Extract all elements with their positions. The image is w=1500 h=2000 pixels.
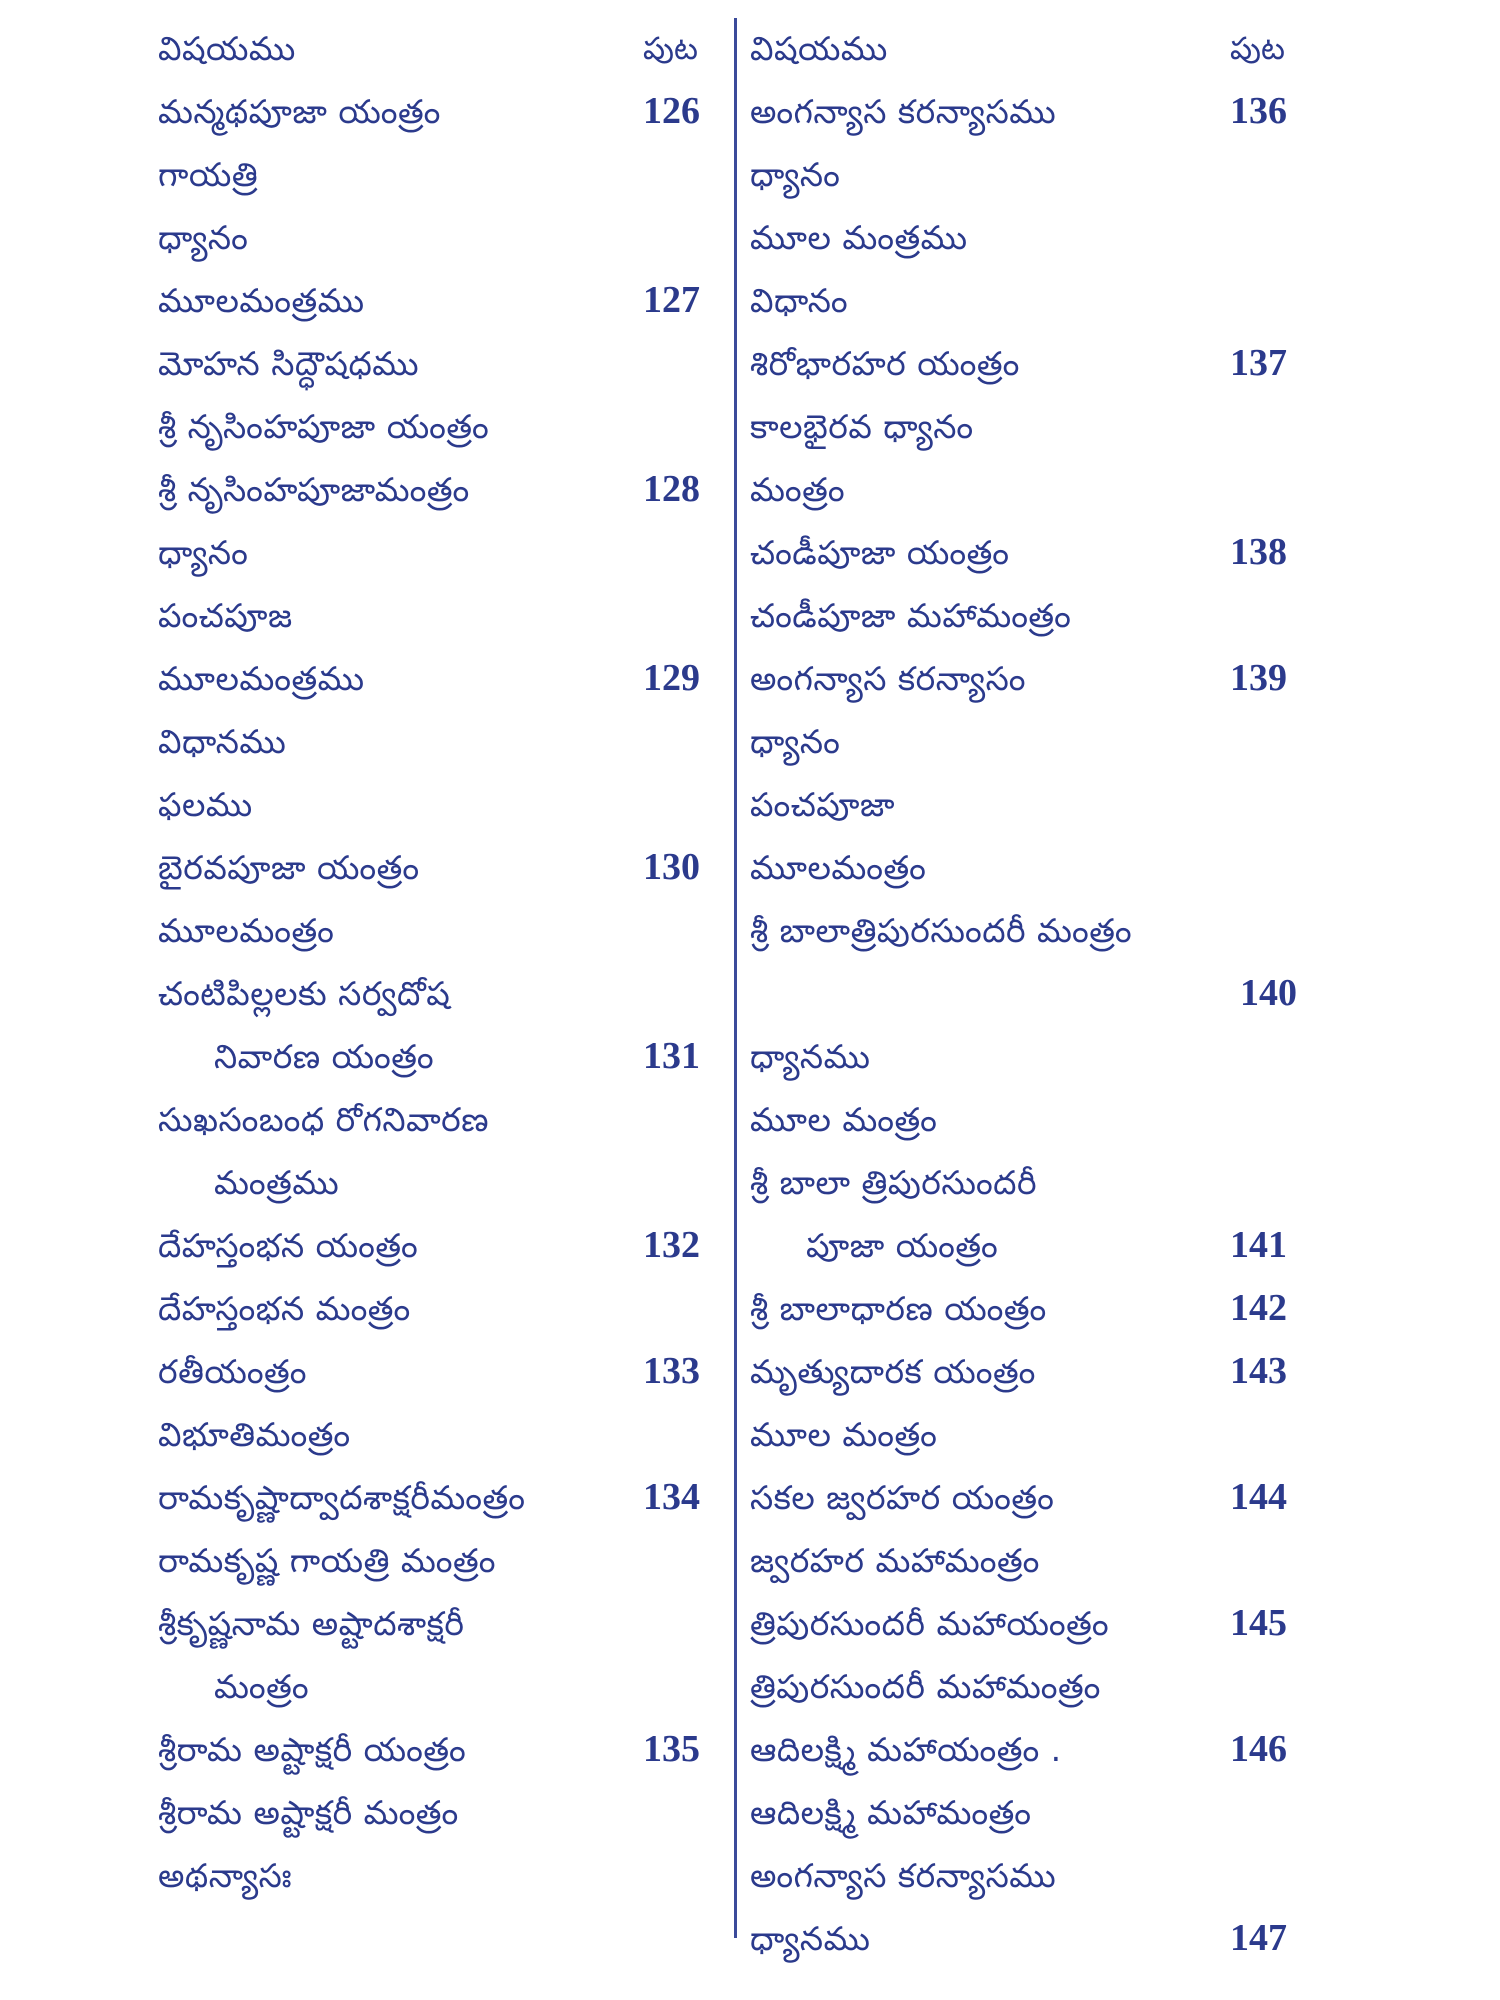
index-entry [750, 773, 1310, 836]
entry-title: అథన్యాసః [158, 1856, 293, 1895]
index-entry [158, 1781, 718, 1844]
entry-title: మూలమంత్రం [158, 911, 335, 950]
index-entry [158, 1151, 718, 1214]
index-entry [750, 584, 1310, 647]
entry-title: మృత్యుదారక యంత్రం [750, 1352, 1036, 1391]
entry-title: బైరవపూజా యంత్రం [158, 848, 420, 887]
index-entry [158, 899, 718, 962]
index-entry [158, 1214, 718, 1277]
entry-title: శ్రీరామ అష్టాక్షరీ మంత్రం [158, 1793, 459, 1832]
entry-title: శ్రీ బాలా త్రిపురసుందరీ [750, 1163, 1038, 1202]
entry-title: విధానం [750, 281, 849, 320]
index-entry [750, 1088, 1310, 1151]
index-entry [750, 206, 1310, 269]
index-entry [158, 521, 718, 584]
index-entry [158, 1718, 718, 1781]
entry-title: సుఖసంబంధ రోగనివారణ [158, 1100, 489, 1139]
entry-page-number: 132 [643, 1224, 700, 1266]
index-entry [750, 1403, 1310, 1466]
entry-page-number: 127 [643, 279, 700, 321]
index-entry [750, 647, 1310, 710]
index-entry [158, 1592, 718, 1655]
entry-title: మూలమంత్రం [750, 848, 927, 887]
index-entry [750, 521, 1310, 584]
entry-page-number: 129 [643, 657, 700, 699]
index-entry [750, 1214, 1310, 1277]
entry-title: ధ్యానం [750, 155, 841, 194]
index-entry [158, 1277, 718, 1340]
index-entry [158, 1844, 718, 1907]
entry-title: పంచపూజ [158, 596, 293, 635]
entry-page-number: 131 [643, 1035, 700, 1077]
index-entry [750, 269, 1310, 332]
entry-title: పూజా యంత్రం [806, 1226, 999, 1265]
entry-title: రామకృష్ణ గాయత్రి మంత్రం [158, 1541, 496, 1580]
entry-title: చండీపూజా యంత్రం [750, 533, 1010, 572]
entry-title: అంగన్యాస కరన్యాసం [750, 659, 1027, 698]
column-divider [734, 18, 737, 1938]
entry-title: పంచపూజా [750, 785, 895, 824]
index-entry [750, 143, 1310, 206]
index-entry [158, 80, 718, 143]
index-entry [750, 1718, 1310, 1781]
entry-title: ధ్యానం [750, 722, 841, 761]
entry-page-number: 128 [643, 468, 700, 510]
entry-title: శ్రీ నృసింహపూజామంత్రం [158, 470, 470, 509]
index-entry [158, 1403, 718, 1466]
right-column-header [750, 18, 1310, 80]
topic-heading: విషయము [750, 29, 888, 68]
entry-page-number: 147 [1230, 1917, 1287, 1959]
left-column-header [158, 18, 718, 80]
entry-title: రామకృష్ణాద్వాదశాక్షరీమంత్రం [158, 1478, 526, 1517]
index-entry [158, 1088, 718, 1151]
entry-title: శ్రీ నృసింహపూజా యంత్రం [158, 407, 490, 446]
entry-title: మూల మంత్రం [750, 1415, 938, 1454]
entry-title: ధ్యానము [750, 1919, 871, 1958]
index-entry [158, 206, 718, 269]
entry-title: జ్వరహర మహామంత్రం [750, 1541, 1040, 1580]
entry-page-number: 141 [1230, 1224, 1287, 1266]
index-entry [158, 647, 718, 710]
entry-page-number: 126 [643, 90, 700, 132]
entry-title: గాయత్రి [158, 155, 259, 194]
entry-title: అంగన్యాస కరన్యాసము [750, 1856, 1057, 1895]
entry-title: మూలమంత్రము [158, 659, 365, 698]
entry-page-number: 137 [1230, 342, 1287, 384]
index-entry [158, 773, 718, 836]
entry-title: శ్రీకృష్ణనామ అష్టాదశాక్షరీ [158, 1604, 465, 1643]
index-entry [158, 1025, 718, 1088]
entry-title: మోహన సిద్ధౌషధము [158, 344, 420, 383]
entry-title: శిరోభారహర యంత్రం [750, 344, 1020, 383]
left-column [158, 18, 718, 1907]
index-entry [750, 395, 1310, 458]
entry-title: అంగన్యాస కరన్యాసము [750, 92, 1057, 131]
index-entry [750, 1529, 1310, 1592]
entry-title: ధ్యానం [158, 218, 249, 257]
entry-page-number: 138 [1230, 531, 1287, 573]
entry-page-number: 144 [1230, 1476, 1287, 1518]
index-entry [158, 584, 718, 647]
right-column [750, 18, 1310, 1970]
entry-title: ధ్యానము [750, 1037, 871, 1076]
entry-title: చంటిపిల్లలకు సర్వదోష [158, 974, 451, 1013]
entry-title: మంత్రం [750, 470, 846, 509]
page-heading: పుట [1230, 31, 1285, 67]
entry-title: శ్రీరామ అష్టాక్షరీ యంత్రం [158, 1730, 467, 1769]
entry-title: శ్రీ బాలాధారణ యంత్రం [750, 1289, 1047, 1328]
entry-page-number: 146 [1230, 1728, 1287, 1770]
entry-title: మన్మథపూజా యంత్రం [158, 92, 441, 131]
index-entry [158, 1340, 718, 1403]
entry-title: మంత్రం [214, 1667, 310, 1706]
entry-title: రతీయంత్రం [158, 1352, 307, 1391]
left-entries [158, 80, 718, 1907]
entry-title: త్రిపురసుందరీ మహామంత్రం [750, 1667, 1101, 1706]
entry-title: మూలమంత్రము [158, 281, 365, 320]
topic-heading: విషయము [158, 29, 296, 68]
index-entry [158, 143, 718, 206]
index-entry [750, 710, 1310, 773]
index-entry [750, 1466, 1310, 1529]
index-entry [158, 710, 718, 773]
index-entry [158, 269, 718, 332]
entry-page-number: 136 [1230, 90, 1287, 132]
entry-title: శ్రీ బాలాత్రిపురసుందరీ మంత్రం [750, 911, 1133, 950]
entry-page-number: 130 [643, 846, 700, 888]
entry-title: నివారణ యంత్రం [214, 1037, 435, 1076]
entry-page-number: 140 [1240, 972, 1297, 1014]
index-entry [750, 962, 1310, 1025]
index-entry [750, 1151, 1310, 1214]
right-entries [750, 80, 1310, 1970]
index-entry [750, 458, 1310, 521]
entry-title: చండీపూజా మహామంత్రం [750, 596, 1072, 635]
index-entry [158, 1529, 718, 1592]
entry-title: మూల మంత్రం [750, 1100, 938, 1139]
index-entry [750, 1655, 1310, 1718]
entry-page-number: 142 [1230, 1287, 1287, 1329]
entry-title: సకల జ్వరహర యంత్రం [750, 1478, 1055, 1517]
index-entry [750, 80, 1310, 143]
entry-title: ఫలము [158, 785, 253, 824]
index-entry [158, 962, 718, 1025]
index-entry [750, 1340, 1310, 1403]
entry-page-number: 134 [643, 1476, 700, 1518]
entry-title: మూల మంత్రము [750, 218, 968, 257]
entry-page-number: 145 [1230, 1602, 1287, 1644]
page-heading: పుట [643, 31, 698, 67]
index-entry [750, 1277, 1310, 1340]
entry-page-number: 139 [1230, 657, 1287, 699]
index-entry [158, 395, 718, 458]
index-entry [158, 332, 718, 395]
entry-title: ఆదిలక్ష్మి మహాయంత్రం . [750, 1730, 1062, 1769]
index-entry [750, 332, 1310, 395]
entry-title: దేహస్తంభన యంత్రం [158, 1226, 419, 1265]
index-entry [750, 1592, 1310, 1655]
entry-title: దేహస్తంభన మంత్రం [158, 1289, 411, 1328]
entry-title: మంత్రము [214, 1163, 340, 1202]
entry-title: విధానము [158, 722, 287, 761]
index-entry [158, 458, 718, 521]
index-entry [750, 1781, 1310, 1844]
index-entry [158, 1655, 718, 1718]
entry-title: ధ్యానం [158, 533, 249, 572]
entry-title: త్రిపురసుందరీ మహాయంత్రం [750, 1604, 1110, 1643]
index-entry [750, 899, 1310, 962]
entry-title: ఆదిలక్ష్మి మహామంత్రం [750, 1793, 1032, 1832]
index-entry [158, 1466, 718, 1529]
entry-page-number: 133 [643, 1350, 700, 1392]
entry-title: కాలభైరవ ధ్యానం [750, 407, 974, 446]
entry-title: విభూతిమంత్రం [158, 1415, 351, 1454]
entry-page-number: 143 [1230, 1350, 1287, 1392]
index-entry [158, 836, 718, 899]
index-entry [750, 1844, 1310, 1907]
index-entry [750, 836, 1310, 899]
index-entry [750, 1907, 1310, 1970]
entry-page-number: 135 [643, 1728, 700, 1770]
index-entry [750, 1025, 1310, 1088]
